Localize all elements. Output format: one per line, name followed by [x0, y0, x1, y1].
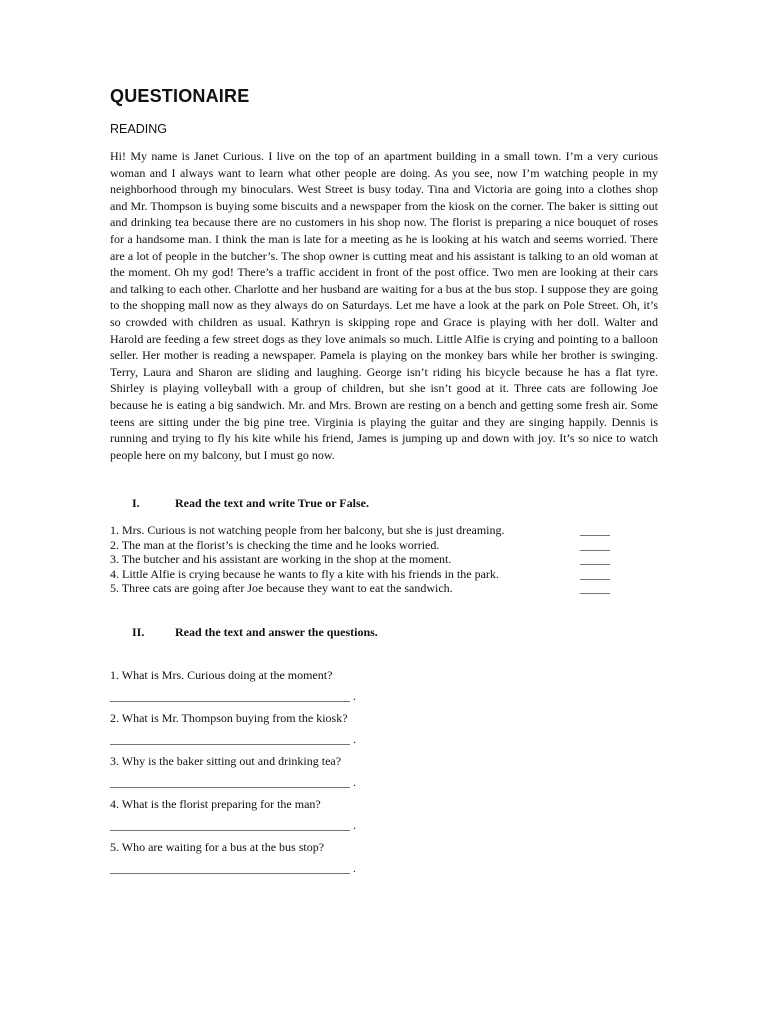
- true-false-item: [110, 538, 620, 553]
- section-1-number: I.: [132, 496, 140, 510]
- answer-line-3[interactable]: ________________________________________ .: [110, 775, 356, 789]
- true-false-answer-blank[interactable]: _____: [580, 523, 610, 537]
- section-label-reading: READING: [110, 122, 167, 136]
- true-false-answer-blank[interactable]: _____: [580, 552, 610, 567]
- true-false-item: [110, 567, 620, 582]
- answer-line-1[interactable]: ________________________________________ .: [110, 689, 356, 703]
- answer-line-2[interactable]: ________________________________________ .: [110, 732, 356, 746]
- true-false-statement: 1. Mrs. Curious is not watching people from her balcony, but she is just dreaming.: [110, 523, 505, 537]
- page-title: QUESTIONAIRE: [110, 86, 250, 106]
- section-2-number: II.: [132, 625, 145, 639]
- true-false-answer-blank[interactable]: _____: [580, 537, 610, 552]
- answer-line-4[interactable]: ________________________________________ .: [110, 818, 356, 832]
- question-4: 4. What is the florist preparing for the man?: [110, 797, 321, 811]
- true-false-statement: 3. The butcher and his assistant are working in the shop at the moment.: [110, 552, 452, 567]
- section-1-heading: [132, 496, 369, 511]
- true-false-item: [110, 552, 620, 567]
- section-1-instruction: Read the text and write True or False.: [175, 496, 369, 510]
- true-false-answer-blank[interactable]: _____: [580, 581, 610, 596]
- question-2: 2. What is Mr. Thompson buying from the kiosk?: [110, 711, 348, 725]
- answer-line-5[interactable]: ________________________________________ .: [110, 861, 356, 875]
- true-false-statement: 5. Three cats are going after Joe because they want to eat the sandwich.: [110, 581, 453, 596]
- reading-passage: Hi! My name is Janet Curious. I live on the top of an apartment building in a small town. I’m a very curious woman and I always want to learn what other people are doing. As you see, now I’m watching people in my neighborhood through my binoculars. West Street is busy today. Tina and Victoria are going into a clothes shop and Mr. Thompson is buying some biscuits and a newspaper from the kiosk on the corner. The baker is sitting out and drinking tea because there are no customers in his shop now. The florist is preparing a nice bouquet of roses for a handsome man. I think the man is late for a meeting as he is looking at his watch and seems worried. There are a lot of people in the butcher’s. The shop owner is cutting meat and his assistant is talking to an old woman at the moment. Oh my god! There’s a traffic accident in front of the post office. Two men are looking at their cars and talking to each other. Charlotte and her husband are waiting for a bus at the bus stop. I suppose they are going to the shopping mall now as they always do on Saturdays. Let me have a look at the park on Pole Street. Oh, it’s so crowded with children as usual. Kathryn is skipping rope and Grace is playing with her doll. Walter and Harold are feeding a few street dogs as they love animals so much. Little Alfie is crying and pointing to a balloon seller. Her mother is reading a newspaper. Pamela is playing on the monkey bars while her brother is swinging. Terry, Laura and Sharon are sliding and laughing. George isn’t riding his bicycle because he has a flat tyre. Shirley is playing volleyball with a group of children, but she isn’t good at it. Three cats are following Joe because he is eating a big sandwich. Mr. and Mrs. Brown are resting on a bench and getting some fresh air. Some teens are sitting under the big pine tree. Virginia is playing the guitar and they are singing happily. Dennis is running and trying to fly his kite while his friend, James is jumping up and down with joy. It’s so nice to watch people here on my balcony, but I must go now.: [110, 149, 658, 462]
- true-false-item: [110, 523, 620, 538]
- true-false-item: [110, 581, 620, 596]
- true-false-list: [110, 523, 620, 596]
- question-5: 5. Who are waiting for a bus at the bus stop?: [110, 840, 325, 854]
- true-false-statement: 2. The man at the florist’s is checking the time and he looks worried.: [110, 537, 440, 552]
- section-2-heading: [132, 625, 378, 640]
- section-2-instruction: Read the text and answer the questions.: [175, 625, 378, 639]
- question-1: 1. What is Mrs. Curious doing at the moment?: [110, 668, 333, 682]
- true-false-answer-blank[interactable]: _____: [580, 566, 610, 581]
- true-false-statement: 4. Little Alfie is crying because he wants to fly a kite with his friends in the park.: [110, 566, 499, 581]
- question-3: 3. Why is the baker sitting out and drinking tea?: [110, 754, 342, 768]
